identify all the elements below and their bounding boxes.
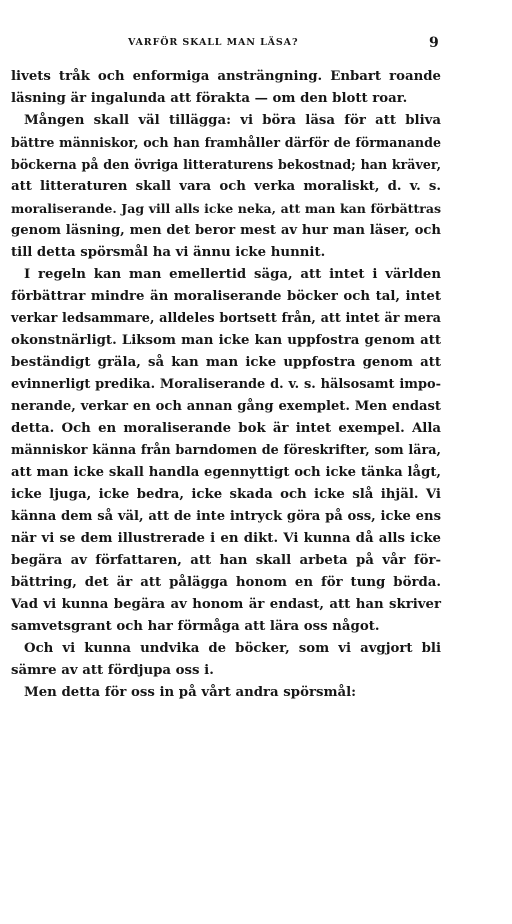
text-line: verkar ledsammare, alldeles bortsett från, att intet är mera <box>11 311 441 326</box>
text-line: Men detta för oss in på vårt andra spörsmål: <box>24 685 357 700</box>
text-line: till detta spörsmål ha vi ännu icke hunnit. <box>11 245 326 260</box>
text-line: okonstnärligt. Liksom man icke kan uppfostra genom att <box>11 333 441 348</box>
text-line: att man icke skall handla egennyttigt och icke tänka lågt, <box>11 465 441 480</box>
text-line: icke ljuga, icke bedra, icke skada och icke slå ihjäl. Vi <box>11 487 441 502</box>
text-line: nerande, verkar en och annan gång exemplet. Men endast <box>11 399 441 414</box>
text-line: Och vi kunna undvika de böcker, som vi avgjort bli <box>24 641 441 656</box>
text-line: evinnerligt predika. Moraliserande d. v. s. hälsosamt impo- <box>11 377 441 392</box>
text-line: beständigt gräla, så kan man icke uppfostra genom att <box>11 355 441 370</box>
text-line: läsning är ingalunda att förakta — om den blott roar. <box>11 91 408 106</box>
page-number: 9 <box>429 35 439 51</box>
text-line: genom läsning, men det beror mest av hur man läser, och <box>11 223 441 238</box>
text-line: när vi se dem illustrerade i en dikt. Vi kunna då alls icke <box>11 531 441 546</box>
text-line: böckerna på den övriga litteraturens bekostnad; han kräver, <box>11 157 441 172</box>
text-line: Vad vi kunna begära av honom är endast, att han skriver <box>11 597 441 612</box>
text-line: Mången skall väl tillägga: vi böra läsa för att bliva <box>24 113 441 128</box>
text-line: känna dem så väl, att de inte intryck göra på oss, icke ens <box>11 509 441 524</box>
text-line: att litteraturen skall vara och verka moraliskt, d. v. s. <box>11 179 441 194</box>
text-line: moraliserande. Jag vill alls icke neka, att man kan förbättras <box>11 201 441 216</box>
text-line: sämre av att fördjupa oss i. <box>11 663 214 678</box>
text-line: samvetsgrant och har förmåga att lära oss något. <box>11 619 380 634</box>
running-head <box>0 37 512 51</box>
text-line: I regeln kan man emellertid säga, att intet i världen <box>24 267 441 282</box>
text-line: livets tråk och enformiga ansträngning. Enbart roande <box>11 69 441 84</box>
text-line: detta. Och en moraliserande bok är intet exempel. Alla <box>11 421 441 436</box>
running-head-title: VARFÖR SKALL MAN LÄSA? <box>128 37 299 48</box>
text-line: bättring, det är att pålägga honom en för tung börda. <box>11 575 441 590</box>
text-line: bättre människor, och han framhåller därför de förmanande <box>11 135 441 150</box>
text-line: människor känna från barndomen de föreskrifter, som lära, <box>11 443 441 458</box>
body-text <box>11 66 441 704</box>
text-line: begära av författaren, att han skall arbeta på vår för- <box>11 553 441 568</box>
text-line: förbättrar mindre än moraliserande böcker och tal, intet <box>11 289 441 304</box>
